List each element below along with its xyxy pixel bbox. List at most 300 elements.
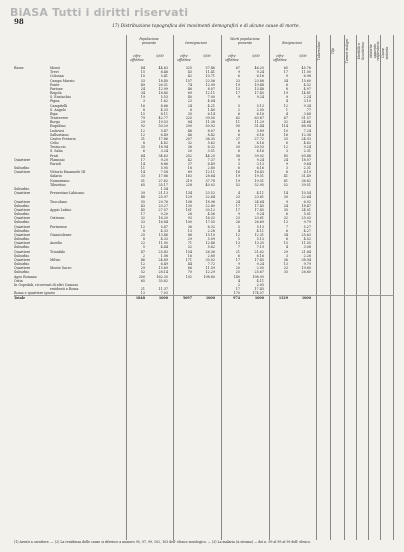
cell-value: 42 — [187, 157, 192, 162]
cell-value: 2 — [142, 253, 145, 258]
row-zone: Suburbio — [14, 203, 30, 208]
row-name: Castro Pretorio — [50, 136, 76, 141]
row-name: Trevi — [50, 70, 59, 75]
cell-value: 3.08 — [303, 245, 311, 250]
cell-value: 19.51 — [254, 174, 264, 179]
cell-value: 31 — [140, 136, 145, 141]
row-zone: Quartiere — [14, 249, 31, 254]
cell-value: 74 — [187, 82, 192, 87]
cell-value: 4.11 — [256, 228, 264, 233]
cell-value: 12 — [283, 145, 288, 150]
cell-value: 5697 — [182, 296, 192, 301]
cell-value: 10.54 — [301, 191, 311, 196]
cell-value: 23 — [235, 78, 240, 83]
table-title: 17) Distribuzione topografica dei movimenti demografici e di alcune cause di morte. — [112, 24, 300, 29]
cell-value: 20 — [235, 145, 240, 150]
cell-value: 6 — [237, 149, 240, 154]
sub-cifre-2: cifre effettive — [177, 54, 191, 62]
cell-value: 6.16 — [256, 253, 264, 258]
cell-value: 25 — [235, 270, 240, 275]
cell-value: 32 — [140, 216, 145, 221]
cell-value: 17 — [235, 203, 240, 208]
cell-value: 20.53 — [254, 145, 264, 150]
cell-value: 225 — [185, 116, 192, 121]
cell-value: 23.61 — [254, 195, 264, 200]
cell-value: 51.44 — [254, 124, 264, 129]
row-zone: Quartiere — [14, 224, 31, 229]
cell-value: 8 — [142, 141, 145, 146]
cell-value: 8.11 — [160, 111, 168, 116]
row-name: Trastevere — [50, 116, 69, 121]
cell-value: 9.24 — [303, 145, 311, 150]
cell-value: 8.66 — [160, 103, 168, 108]
cell-value: 6 — [285, 228, 288, 233]
cell-value: 52 — [235, 182, 240, 187]
cell-value: 7.19 — [256, 245, 264, 250]
cell-value: 14 — [140, 170, 145, 175]
row-zone: Suburbio — [14, 212, 30, 217]
cell-value: 1.40 — [207, 107, 215, 112]
cell-value: 22.64 — [301, 195, 311, 200]
cell-value: 9 — [237, 70, 240, 75]
cell-value: 5.13 — [256, 103, 264, 108]
cell-value: 19 — [283, 91, 288, 96]
cell-value: 6.16 — [256, 132, 264, 137]
cell-value: 13.48 — [254, 86, 264, 91]
cell-value: 9.20 — [160, 157, 168, 162]
cell-value: 19.51 — [254, 178, 264, 183]
cell-value: 32 — [283, 120, 288, 125]
cell-value: 8.07 — [207, 128, 215, 133]
cell-value: 5.95 — [160, 166, 168, 171]
cell-value: 39 — [140, 191, 145, 196]
cell-value: 8 — [285, 86, 288, 91]
cell-value: 24 — [235, 199, 240, 204]
footnotes: (1) Aventi a carattere. — (2) La residenza delle cause si riferisce a numero 95, 97, 99, 102, 103 dell' elenco nosologico. — (3) La malaria (A strumo) — dei n. 99 al 99 al 99 dell' elenco. — [14, 540, 311, 544]
cell-value: 67 — [283, 116, 288, 121]
sub-permille-1: 0/00 — [156, 54, 164, 58]
cell-value: 18.47 — [301, 203, 311, 208]
row-zone: In Ospedali, ricoverati di altri Comuni — [14, 282, 78, 287]
cell-value: 23 — [283, 266, 288, 271]
cell-value: 9 — [285, 74, 288, 79]
cell-value: 1.54 — [160, 186, 168, 191]
cell-value: 4.11 — [256, 191, 264, 196]
cell-value: 29 — [187, 237, 192, 242]
cell-value: 17.86 — [158, 174, 168, 179]
cell-value: 51 — [140, 178, 145, 183]
row-zone: Quartiere — [14, 216, 31, 221]
cell-value: 219 — [185, 178, 192, 183]
cell-value: 8.66 — [160, 161, 168, 166]
cell-value: 27 — [235, 136, 240, 141]
cell-value: 3.68 — [303, 111, 311, 116]
cell-value: 9 — [285, 161, 288, 166]
cell-value: 13 — [140, 291, 145, 296]
cell-value: 51.57 — [301, 116, 311, 121]
cell-value: 4.62 — [303, 141, 311, 146]
cell-value: 6 — [237, 166, 240, 171]
cell-value: 16 — [283, 132, 288, 137]
cell-value: 9.20 — [160, 212, 168, 217]
row-name: Salario — [50, 174, 62, 179]
cell-value: 5.47 — [160, 128, 168, 133]
cell-value: 15 — [283, 241, 288, 246]
cell-value: 162.30 — [156, 274, 168, 279]
cell-value: 192 — [185, 274, 192, 279]
cell-value: 36 — [187, 145, 192, 150]
cell-value: 290 — [185, 124, 192, 129]
cell-value: 6.16 — [256, 141, 264, 146]
cell-value: 50.92 — [205, 124, 215, 129]
cell-value: 42 — [187, 74, 192, 79]
cell-value: 12.99 — [205, 82, 215, 87]
cell-value: 37.78 — [205, 178, 215, 183]
cell-value: 5.09 — [207, 237, 215, 242]
cell-value: 12.99 — [158, 86, 168, 91]
cell-value: 32 — [187, 245, 192, 250]
row-zone: Suburbio — [14, 245, 30, 250]
row-zone: Quartiere — [14, 157, 31, 162]
cell-value: 5.27 — [303, 224, 311, 229]
cell-value: 17.86 — [158, 136, 168, 141]
header-cause-6: Cause violente — [381, 46, 389, 60]
cell-value: 198.95 — [252, 274, 264, 279]
cell-value: 22.64 — [205, 195, 215, 200]
row-zone: Rione — [14, 66, 24, 70]
cell-value: 9.24 — [256, 95, 264, 100]
cell-value: 18.07 — [301, 157, 311, 162]
cell-value: 15.10 — [205, 232, 215, 237]
cell-value: 7.72 — [207, 262, 215, 267]
cell-value: 108 — [185, 199, 192, 204]
cell-value: 10.71 — [205, 74, 215, 79]
row-name: Aurelio — [50, 241, 63, 246]
cell-value: 17.45 — [254, 257, 264, 262]
row-name: Portuense — [50, 224, 67, 229]
cell-value: 5 — [142, 245, 145, 250]
cell-value: 66 — [187, 266, 192, 271]
cell-value: 24.89 — [158, 257, 168, 262]
cell-value: 5.62 — [207, 245, 215, 250]
row-zone: Quartiere — [14, 170, 31, 175]
cell-value: 16 — [187, 253, 192, 258]
cell-value: 129 — [185, 195, 192, 200]
cell-value: 6 — [237, 141, 240, 146]
cell-value: 64 — [140, 153, 145, 158]
cell-value: 114 — [281, 124, 288, 129]
cell-value: 13 — [235, 241, 240, 246]
cell-value: 6.92 — [303, 199, 311, 204]
cell-value: 67 — [235, 66, 240, 70]
cell-value: 6 — [237, 111, 240, 116]
cell-value: 11.29 — [254, 120, 264, 125]
cell-value: 45 — [140, 207, 145, 212]
cell-value: 22 — [140, 241, 145, 246]
cell-value: 34.63 — [158, 153, 168, 158]
cell-value: 15.60 — [301, 78, 311, 83]
cell-value: 26.51 — [158, 82, 168, 87]
cell-value: 21 — [235, 249, 240, 254]
cell-value: 88.94 — [301, 124, 311, 129]
cell-value: 130 — [185, 203, 192, 208]
cell-value: 18.40 — [158, 91, 168, 96]
row-name: Borgo — [50, 120, 61, 125]
cell-value: 3.10 — [303, 99, 311, 104]
header-popolazione: Popolazione presente — [139, 37, 159, 45]
cell-value: 4 — [285, 245, 288, 250]
cell-value: 17.45 — [254, 203, 264, 208]
cell-value: 974 — [233, 296, 240, 301]
row-name: residenti a Roma — [50, 287, 79, 292]
cell-value: 16.20 — [158, 216, 168, 221]
cell-value: 16 — [235, 170, 240, 175]
cell-value: 4.44 — [160, 245, 168, 250]
cell-value: 4.52 — [303, 237, 311, 242]
cell-value: 3.89 — [256, 128, 264, 133]
cell-value: 32 — [283, 216, 288, 221]
cell-value: 13.46 — [158, 232, 168, 237]
row-name: Celio — [50, 141, 59, 146]
cell-value: 19 — [235, 178, 240, 183]
cell-value: 2.80 — [207, 253, 215, 258]
row-zone: Quartiere — [14, 257, 31, 262]
cell-value: 34 — [283, 78, 288, 83]
cell-value: 45.76 — [301, 66, 311, 70]
row-zone: Quartiere — [14, 232, 31, 237]
cell-value: 17 — [235, 207, 240, 212]
cell-value: 9 — [237, 95, 240, 100]
sub-cifre-4: cifre effettive — [273, 54, 287, 62]
cell-value: 85 — [283, 153, 288, 158]
cell-value: 17 — [140, 157, 145, 162]
cell-value: 4.04 — [207, 99, 215, 104]
cell-value: 9.24 — [256, 70, 264, 75]
cell-value: 48 — [140, 195, 145, 200]
cell-value: 6.32 — [207, 224, 215, 229]
cell-value: 2.05 — [256, 107, 264, 112]
sub-cifre-1: cifre effettive — [130, 54, 144, 62]
cell-value: 25.43 — [158, 249, 168, 254]
cell-value: 24.64 — [254, 199, 264, 204]
cell-value: 134 — [185, 191, 192, 196]
cell-value: 34 — [140, 91, 145, 96]
cell-value: 6 — [285, 82, 288, 87]
cell-value: 22.56 — [205, 78, 215, 83]
row-name: Gianicolense — [50, 232, 72, 237]
cell-value: 23.27 — [158, 203, 168, 208]
row-name: Parione — [50, 86, 63, 91]
cell-value: 7.03 — [160, 291, 168, 296]
cell-value: 6.49 — [160, 132, 168, 137]
cell-value: 17.45 — [254, 207, 264, 212]
cell-value: 46 — [187, 128, 192, 133]
header-immigrazioni: Immigrazioni — [185, 41, 207, 45]
cell-value: 35.17 — [158, 182, 168, 187]
cell-value: 5.41 — [160, 74, 168, 79]
cell-value: 27.57 — [158, 207, 168, 212]
cell-value: 11.59 — [205, 266, 215, 271]
row-zone: Roma e quartiere ignoto — [14, 291, 55, 296]
cell-value: 33 — [140, 220, 145, 225]
cell-value: 35.82 — [158, 278, 168, 283]
cell-value: 198.80 — [203, 274, 215, 279]
cell-value: 12 — [283, 103, 288, 108]
cell-value: 13 — [283, 262, 288, 267]
cell-value: 14 — [283, 191, 288, 196]
cell-value: 8 — [285, 170, 288, 175]
cell-value: 4.33 — [160, 107, 168, 112]
cell-value: 24.01 — [301, 207, 311, 212]
cell-value: 16.84 — [158, 220, 168, 225]
row-name: Colonna — [50, 74, 64, 79]
cell-value: 1329 — [278, 296, 288, 301]
row-zone: Suburbio — [14, 228, 30, 233]
row-name: Parioli — [50, 161, 61, 166]
cell-value: 13 — [283, 220, 288, 225]
cell-value: 15 — [140, 111, 145, 116]
row-name: Esquilino — [50, 124, 66, 129]
cell-value: 26.69 — [254, 220, 264, 225]
cell-value: 35 — [187, 111, 192, 116]
row-name: Tuscolano — [50, 199, 67, 204]
cell-value: 44.63 — [158, 66, 168, 70]
cell-value: 5.62 — [207, 141, 215, 146]
cell-value: 6 — [142, 149, 145, 154]
cell-value: 9.79 — [303, 220, 311, 225]
cell-value: 3.51 — [207, 149, 215, 154]
cell-value: 8 — [142, 237, 145, 242]
cell-value: 65.48 — [301, 153, 311, 158]
row-name: Flaminio — [50, 157, 65, 162]
cell-value: 11.90 — [158, 241, 168, 246]
cell-value: 8.46 — [160, 70, 168, 75]
row-zone: Suburbio — [14, 166, 30, 171]
cell-value: 29 — [140, 120, 145, 125]
cell-value: 9.64 — [303, 161, 311, 166]
cell-value: 16.32 — [205, 216, 215, 221]
cell-value: 6.16 — [256, 166, 264, 171]
cell-value: 6.32 — [207, 145, 215, 150]
cell-value: 4.21 — [207, 103, 215, 108]
cell-value: 61 — [283, 178, 288, 183]
header-cause-4: Morbillo e Scarlattina — [357, 42, 365, 60]
cell-value: 4.27 — [303, 228, 311, 233]
cell-value: 33 — [140, 174, 145, 179]
cell-value: 12 — [140, 132, 145, 137]
cell-value: 2.05 — [256, 282, 264, 287]
cell-value: 3.13 — [256, 161, 264, 166]
cell-value: 92 — [140, 124, 145, 129]
cell-value: 2.05 — [256, 266, 264, 271]
cell-value: 36.82 — [301, 178, 311, 183]
cell-value: 4 — [285, 99, 288, 104]
cell-value: 23.52 — [205, 191, 215, 196]
cell-value: 79 — [140, 116, 145, 121]
cell-value: 52 — [283, 182, 288, 187]
row-name: Ponte — [50, 82, 60, 87]
cell-value: 174.57 — [252, 291, 264, 296]
cell-value: 8.07 — [207, 86, 215, 91]
cell-value: 39.51 — [301, 182, 311, 187]
cell-value: 3 — [285, 253, 288, 258]
cell-value: 9.34 — [303, 103, 311, 108]
row-zone: Suburbio — [14, 220, 30, 225]
cell-value: 1000 — [158, 296, 168, 301]
cell-value: 5.53 — [160, 95, 168, 100]
cell-value: 1848 — [135, 296, 145, 301]
cell-value: 50 — [235, 124, 240, 129]
cell-value: 9 — [237, 262, 240, 267]
cell-value: 25.63 — [301, 232, 311, 237]
cell-value: 23 — [187, 99, 192, 104]
row-name: Prati — [50, 153, 59, 158]
cell-value: 70 — [187, 270, 192, 275]
row-name: Appio Latino — [50, 207, 72, 212]
cell-value: 6 — [285, 237, 288, 242]
cell-value: 64 — [140, 66, 145, 70]
cell-value: 17.45 — [254, 287, 264, 292]
cell-value: 29.76 — [158, 199, 168, 204]
cell-value: 1000 — [205, 296, 215, 301]
cell-value: 5 — [237, 224, 240, 229]
cell-value: 1.08 — [160, 253, 168, 258]
cell-value: 64 — [187, 120, 192, 125]
cell-value: 36 — [283, 257, 288, 262]
sub-cifre-3: cifre effettive — [225, 54, 239, 62]
cell-value: 20 — [187, 149, 192, 154]
row-name: Tiburtino — [50, 182, 66, 187]
cell-value: 38.94 — [301, 257, 311, 262]
cell-value: 6.16 — [256, 74, 264, 79]
cell-value: 2.31 — [303, 149, 311, 154]
cell-value: 207 — [185, 136, 192, 141]
row-name: Trionfale — [50, 249, 66, 254]
cell-value: 24 — [140, 86, 145, 91]
row-name: Ostiense — [50, 216, 65, 221]
cell-value: 6.16 — [256, 149, 264, 154]
cell-value: 13 — [187, 228, 192, 233]
cell-value: 35 — [140, 145, 145, 150]
cell-value: 27.62 — [158, 178, 168, 183]
cell-value: 5 — [237, 237, 240, 242]
cell-value: 43 — [187, 70, 192, 75]
table-row — [14, 295, 394, 300]
row-name: Campo Marzio — [50, 78, 75, 83]
row-name: Monte Sacro — [50, 266, 72, 271]
cell-value: 25.67 — [254, 270, 264, 275]
cell-value: 6.14 — [207, 111, 215, 116]
cell-value: 65 — [140, 278, 145, 283]
cell-value: 49 — [140, 82, 145, 87]
cell-value: 28.64 — [205, 174, 215, 179]
cell-value: 30.12 — [205, 207, 215, 212]
cell-value: 19 — [235, 174, 240, 179]
cell-value: 40.02 — [205, 182, 215, 187]
table-body — [14, 66, 394, 301]
cell-value: 46 — [187, 132, 192, 137]
cell-value: 12.29 — [205, 270, 215, 275]
cell-value: 52 — [140, 270, 145, 275]
cell-value: 22.80 — [205, 203, 215, 208]
cell-value: 19 — [140, 95, 145, 100]
page-number: 98 — [14, 17, 24, 26]
cell-value: 29 — [140, 266, 145, 271]
row-name: S. Saba — [50, 149, 63, 154]
cell-value: 19.80 — [301, 266, 311, 271]
cell-value: 28.14 — [158, 270, 168, 275]
cell-value: 21.13 — [158, 191, 168, 196]
